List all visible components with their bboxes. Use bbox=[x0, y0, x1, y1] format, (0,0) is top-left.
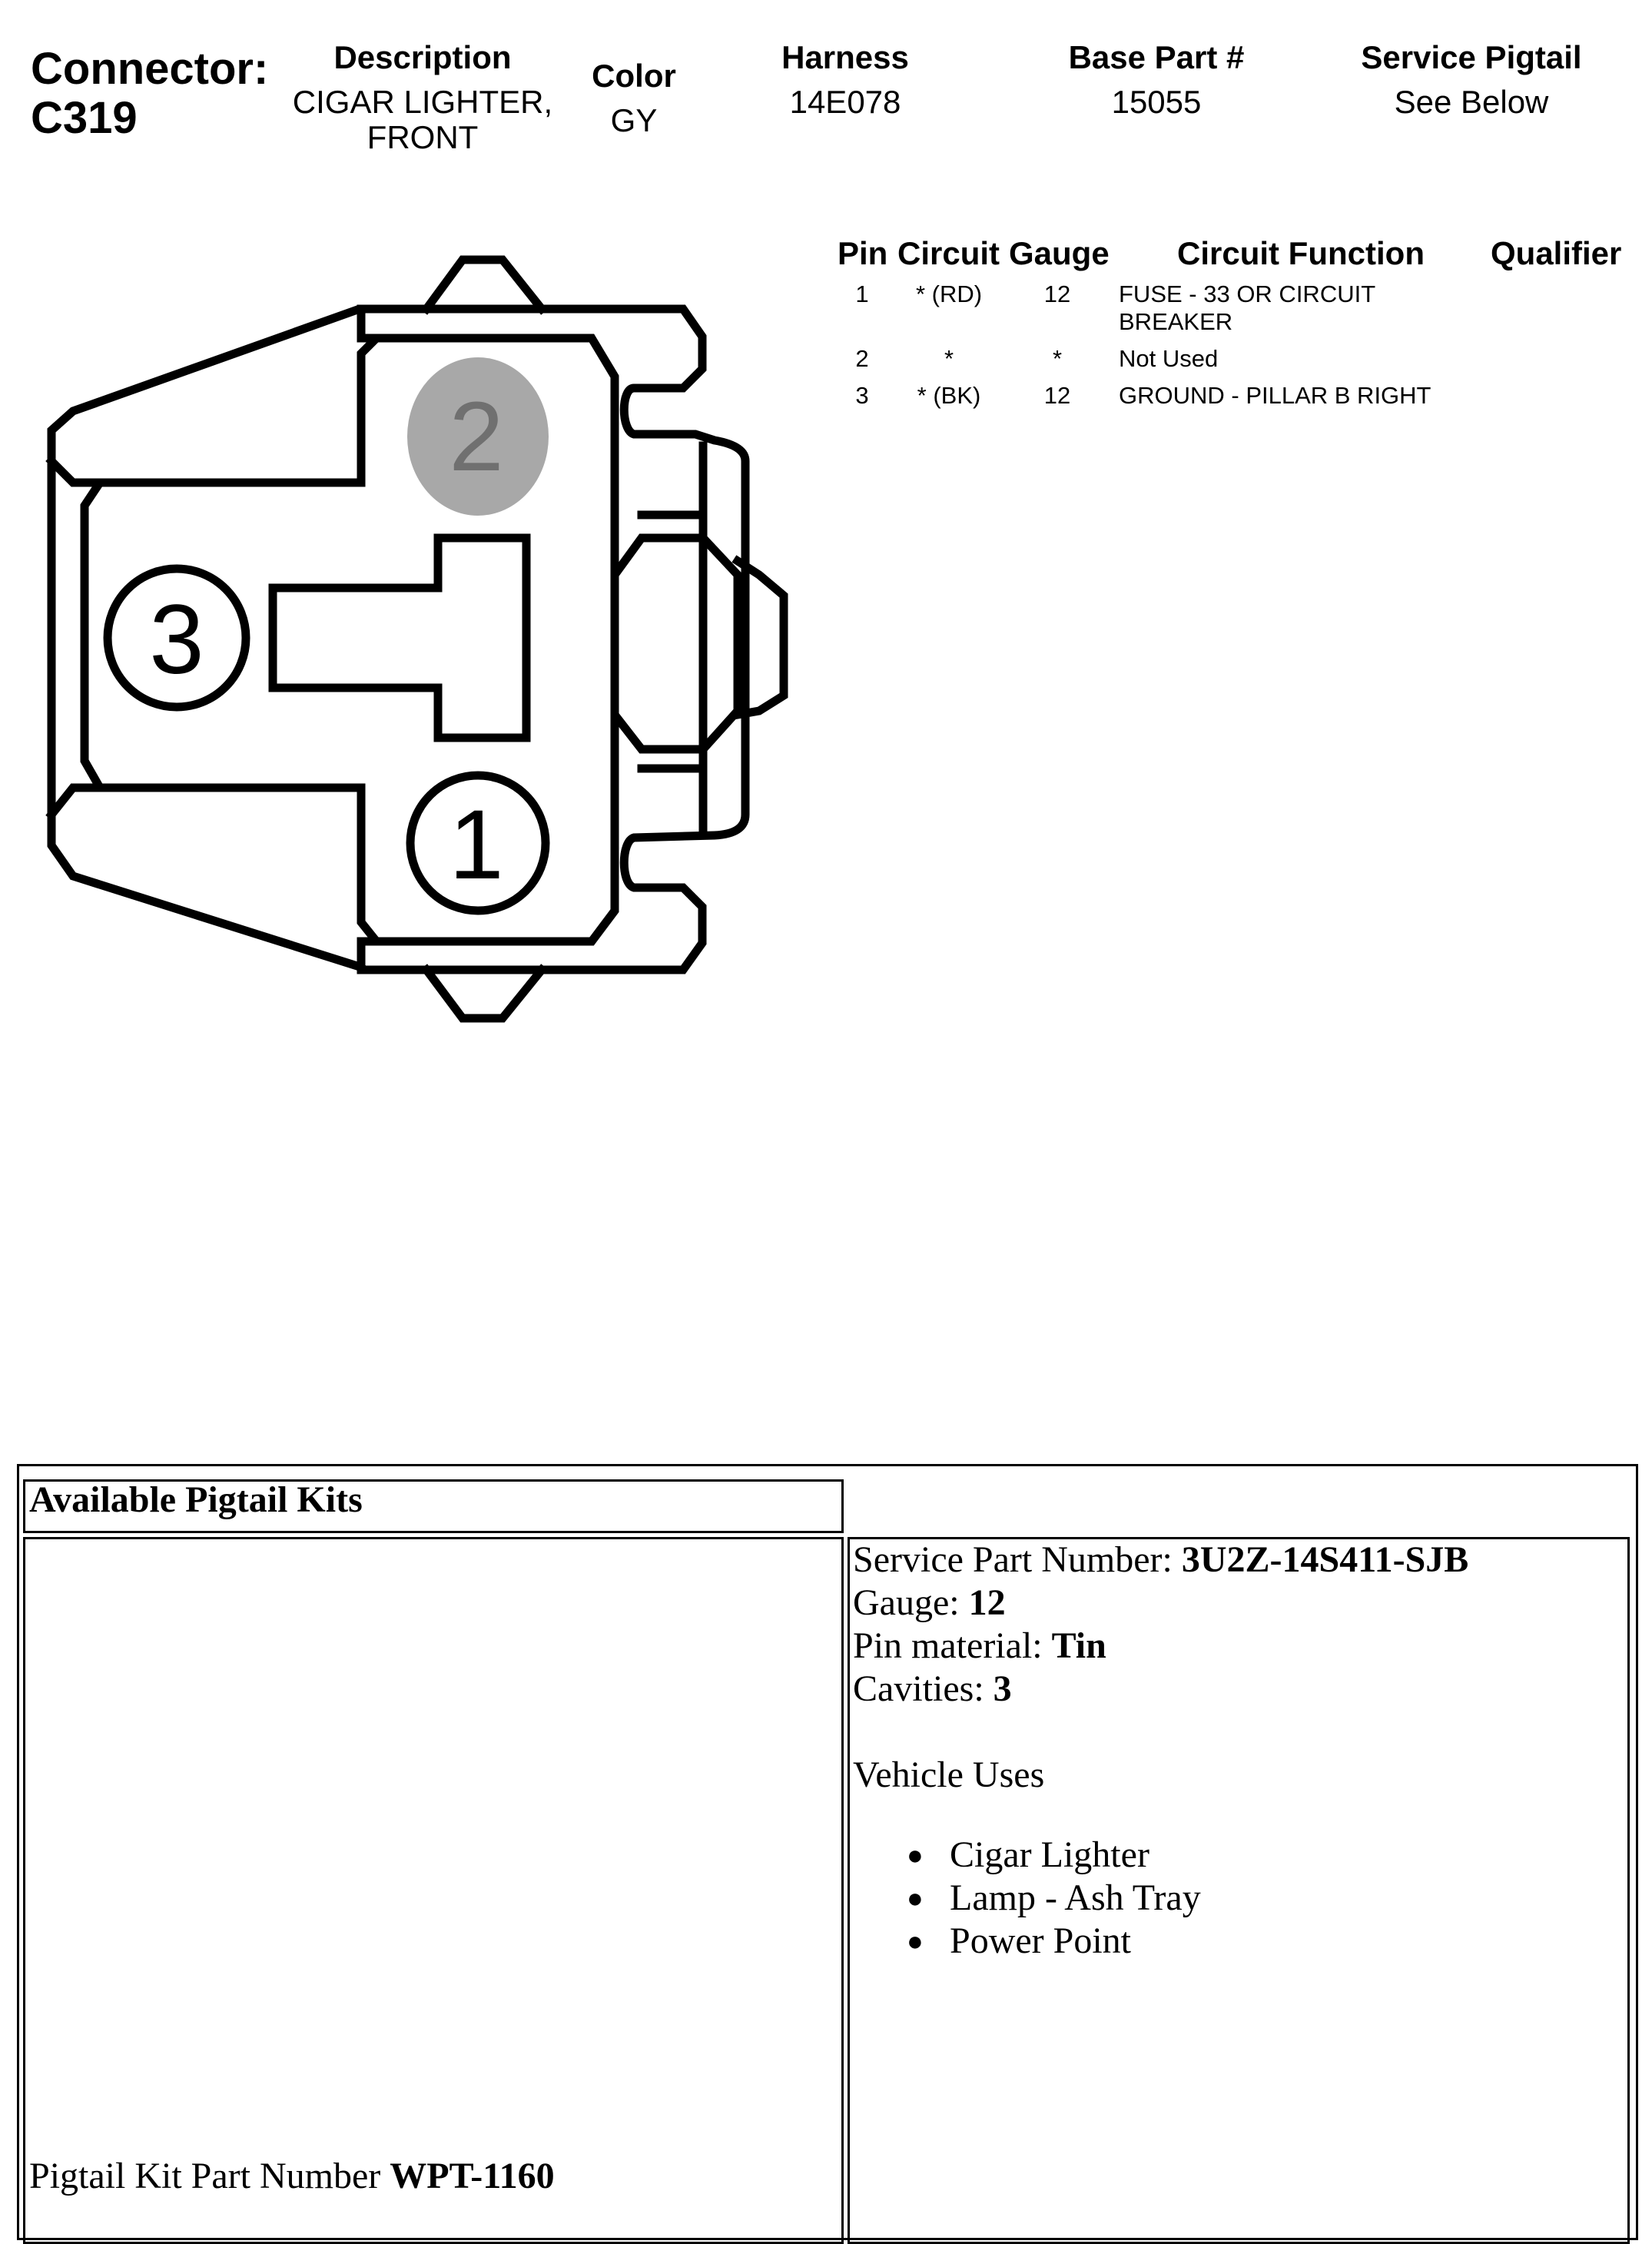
gauge-row bbox=[853, 1582, 1468, 1625]
connector-label: Connector: bbox=[31, 44, 269, 94]
pigtail-kit-part-number bbox=[29, 2155, 555, 2197]
row-pin: 2 bbox=[855, 345, 869, 372]
vehicle-use-label: Lamp - Ash Tray bbox=[950, 1877, 1201, 1918]
description-value-line-1: CIGAR LIGHTER, bbox=[292, 84, 553, 120]
pin-material-label: Pin material: bbox=[853, 1625, 1052, 1666]
vehicle-uses-list bbox=[907, 1834, 1201, 1963]
gauge-label: Gauge: bbox=[853, 1582, 969, 1623]
vehicle-use-label: Power Point bbox=[950, 1920, 1132, 1961]
circuit-function-header: Circuit Function bbox=[1177, 235, 1425, 271]
vehicle-uses-heading: Vehicle Uses bbox=[853, 1754, 1045, 1795]
row-function-line-2: BREAKER bbox=[1119, 308, 1233, 335]
circuit-header: Circuit bbox=[897, 235, 1000, 271]
pin-material-value: Tin bbox=[1051, 1625, 1106, 1666]
base-part-column bbox=[1037, 40, 1275, 120]
top-latch-tab bbox=[426, 260, 542, 309]
bullet-icon: ● bbox=[907, 1840, 924, 1871]
pin-material-row bbox=[853, 1625, 1468, 1668]
row-function-line-1: FUSE - 33 OR CIRCUIT bbox=[1119, 280, 1376, 307]
gauge-header: Gauge bbox=[1009, 235, 1110, 271]
service-pigtail-column bbox=[1337, 40, 1606, 120]
harness-value: 14E078 bbox=[789, 84, 901, 120]
bottom-left-notch bbox=[361, 941, 377, 970]
connector-id: C319 bbox=[31, 93, 138, 143]
pigtail-kits-heading: Available Pigtail Kits bbox=[29, 1479, 363, 1520]
cavities-label: Cavities: bbox=[853, 1668, 994, 1709]
pigtail-kit-part-label: Pigtail Kit Part Number bbox=[29, 2156, 390, 2196]
list-item bbox=[907, 1834, 1201, 1877]
row-gauge: * bbox=[1052, 345, 1063, 372]
row-gauge: 12 bbox=[1043, 280, 1071, 307]
base-part-label: Base Part # bbox=[1068, 39, 1245, 75]
row-gauge: 12 bbox=[1043, 382, 1071, 409]
left-bevel bbox=[51, 461, 100, 483]
pigtail-kit-part-value: WPT-1160 bbox=[390, 2156, 555, 2196]
base-part-value: 15055 bbox=[1111, 84, 1202, 120]
pin-header: Pin bbox=[838, 235, 888, 271]
right-lock-housing bbox=[615, 538, 738, 749]
bullet-icon: ● bbox=[907, 1926, 924, 1957]
color-label: Color bbox=[592, 58, 676, 94]
left-bevel bbox=[51, 788, 100, 815]
service-part-number-label: Service Part Number: bbox=[853, 1539, 1182, 1580]
pin-3-label: 3 bbox=[149, 585, 204, 695]
cavities-value: 3 bbox=[993, 1668, 1012, 1709]
service-pigtail-value: See Below bbox=[1394, 84, 1549, 120]
pin-2-label: 2 bbox=[449, 382, 504, 492]
gauge-value: 12 bbox=[968, 1582, 1006, 1623]
service-part-number-value: 3U2Z-14S411-SJB bbox=[1181, 1539, 1469, 1580]
list-item bbox=[907, 1920, 1201, 1963]
row-circuit: * bbox=[944, 345, 954, 372]
service-part-number-row bbox=[853, 1539, 1468, 1582]
connector-face-diagram bbox=[0, 0, 814, 1045]
bottom-latch-tab bbox=[426, 970, 542, 1018]
list-item bbox=[907, 1877, 1201, 1920]
pigtail-image-cell bbox=[23, 1537, 844, 2244]
row-function-line-1: GROUND - PILLAR B RIGHT bbox=[1119, 382, 1431, 409]
harness-label: Harness bbox=[781, 39, 909, 75]
description-value-line-2: FRONT bbox=[367, 119, 479, 155]
pin-1-label: 1 bbox=[449, 790, 504, 900]
row-pin: 1 bbox=[855, 280, 869, 307]
polarization-key bbox=[273, 538, 526, 738]
description-label: Description bbox=[333, 39, 512, 75]
row-pin: 3 bbox=[855, 382, 869, 409]
vehicle-use-label: Cigar Lighter bbox=[950, 1834, 1149, 1875]
bullet-icon: ● bbox=[907, 1883, 924, 1914]
row-circuit: * (RD) bbox=[915, 280, 983, 307]
cavities-row bbox=[853, 1668, 1468, 1711]
qualifier-header: Qualifier bbox=[1491, 235, 1622, 271]
top-left-notch bbox=[361, 309, 377, 338]
row-function-line-1: Not Used bbox=[1119, 345, 1219, 372]
pigtail-details bbox=[853, 1539, 1468, 1797]
service-pigtail-label: Service Pigtail bbox=[1361, 39, 1582, 75]
color-value: GY bbox=[610, 102, 658, 138]
row-circuit: * (BK) bbox=[917, 382, 981, 409]
